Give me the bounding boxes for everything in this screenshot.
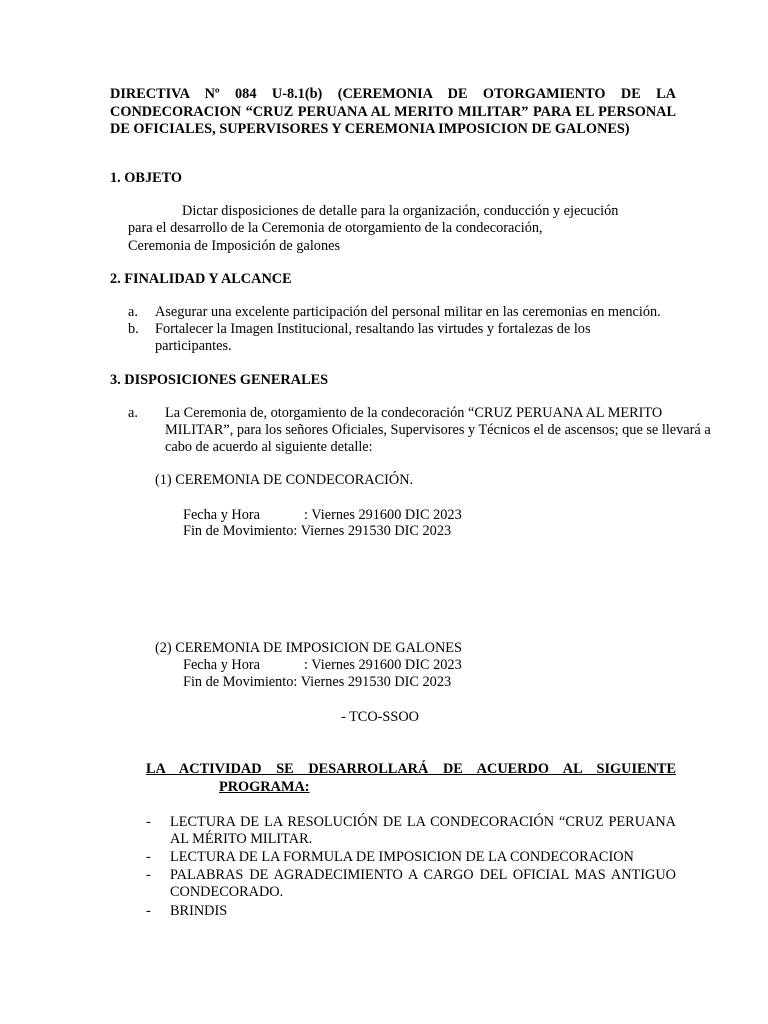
end-label: Fin de Movimiento — [183, 523, 294, 539]
document-title: DIRECTIVA Nº 084 U-8.1(b) (CEREMONIA DE OTORGAMIENTO DE LA CONDECORACION “CRUZ PERUANA AL MERITO MILITAR” PARA EL PERSONAL DE OFICIALES, SUPERVISORES Y CEREMONIA IMPOSICION DE GALONES) — [110, 86, 676, 137]
program-heading-line-2: PROGRAMA: — [219, 779, 310, 795]
program-heading-line-1: LA ACTIVIDAD SE DESARROLLARÁ DE ACUERDO AL SIGUIENTE — [146, 761, 676, 777]
date-value: : Viernes 291600 DIC 2023 — [304, 507, 462, 523]
program-item-text: LECTURA DE LA RESOLUCIÓN DE LA CONDECORACIÓN “CRUZ PERUANA AL MÉRITO MILITAR. — [170, 814, 676, 847]
item-text: La Ceremonia de, otorgamiento de la condecoración “CRUZ PERUANA AL MERITO MILITAR”, para los señores Oficiales, Supervisores y Técnicos el de ascensos; que se llevará a cabo de acuerdo al siguiente detalle: — [165, 405, 711, 455]
section-finalidad-heading: 2. FINALIDAD Y ALCANCE — [110, 271, 292, 287]
end-value: : Viernes 291530 DIC 2023 — [293, 674, 452, 690]
dash-marker: - — [146, 903, 151, 919]
dash-marker: - — [146, 867, 151, 883]
note-tco-ssoo: - TCO-SSOO — [341, 709, 419, 725]
ceremony-2-heading: (2) CEREMONIA DE IMPOSICION DE GALONES — [155, 640, 462, 656]
ceremony-1-end-row — [183, 523, 451, 540]
item-marker: b. — [128, 321, 139, 337]
program-item-text: BRINDIS — [170, 903, 228, 919]
item-marker: a. — [128, 405, 138, 421]
end-value: : Viernes 291530 DIC 2023 — [293, 523, 452, 539]
dash-marker: - — [146, 814, 151, 830]
objeto-line-3: Ceremonia de Imposición de galones — [128, 238, 341, 254]
date-value: : Viernes 291600 DIC 2023 — [304, 657, 462, 673]
date-label: Fecha y Hora — [183, 657, 261, 673]
date-label: Fecha y Hora — [183, 507, 261, 523]
end-label: Fin de Movimiento — [183, 674, 294, 690]
objeto-line-1: Dictar disposiciones de detalle para la organización, conducción y ejecución — [182, 203, 619, 219]
section-disposiciones-heading: 3. DISPOSICIONES GENERALES — [110, 372, 329, 388]
objeto-line-2: para el desarrollo de la Ceremonia de otorgamiento de la condecoración, — [128, 220, 543, 236]
item-marker: a. — [128, 304, 138, 320]
program-item-text: LECTURA DE LA FORMULA DE IMPOSICION DE LA CONDECORACION — [170, 849, 634, 865]
section-objeto-heading: 1. OBJETO — [110, 170, 183, 186]
program-item-text: PALABRAS DE AGRADECIMIENTO A CARGO DEL OFICIAL MAS ANTIGUO CONDECORADO. — [170, 867, 676, 900]
ceremony-2-end-row — [183, 674, 451, 691]
ceremony-1-date-row — [183, 507, 462, 524]
ceremony-2-date-row — [183, 657, 462, 674]
item-text: Fortalecer la Imagen Institucional, resaltando las virtudes y fortalezas de los participantes. — [155, 321, 591, 354]
ceremony-1-heading: (1) CEREMONIA DE CONDECORACIÓN. — [155, 472, 414, 488]
item-text: Asegurar una excelente participación del personal militar en las ceremonias en mención. — [155, 304, 661, 320]
dash-marker: - — [146, 849, 151, 865]
